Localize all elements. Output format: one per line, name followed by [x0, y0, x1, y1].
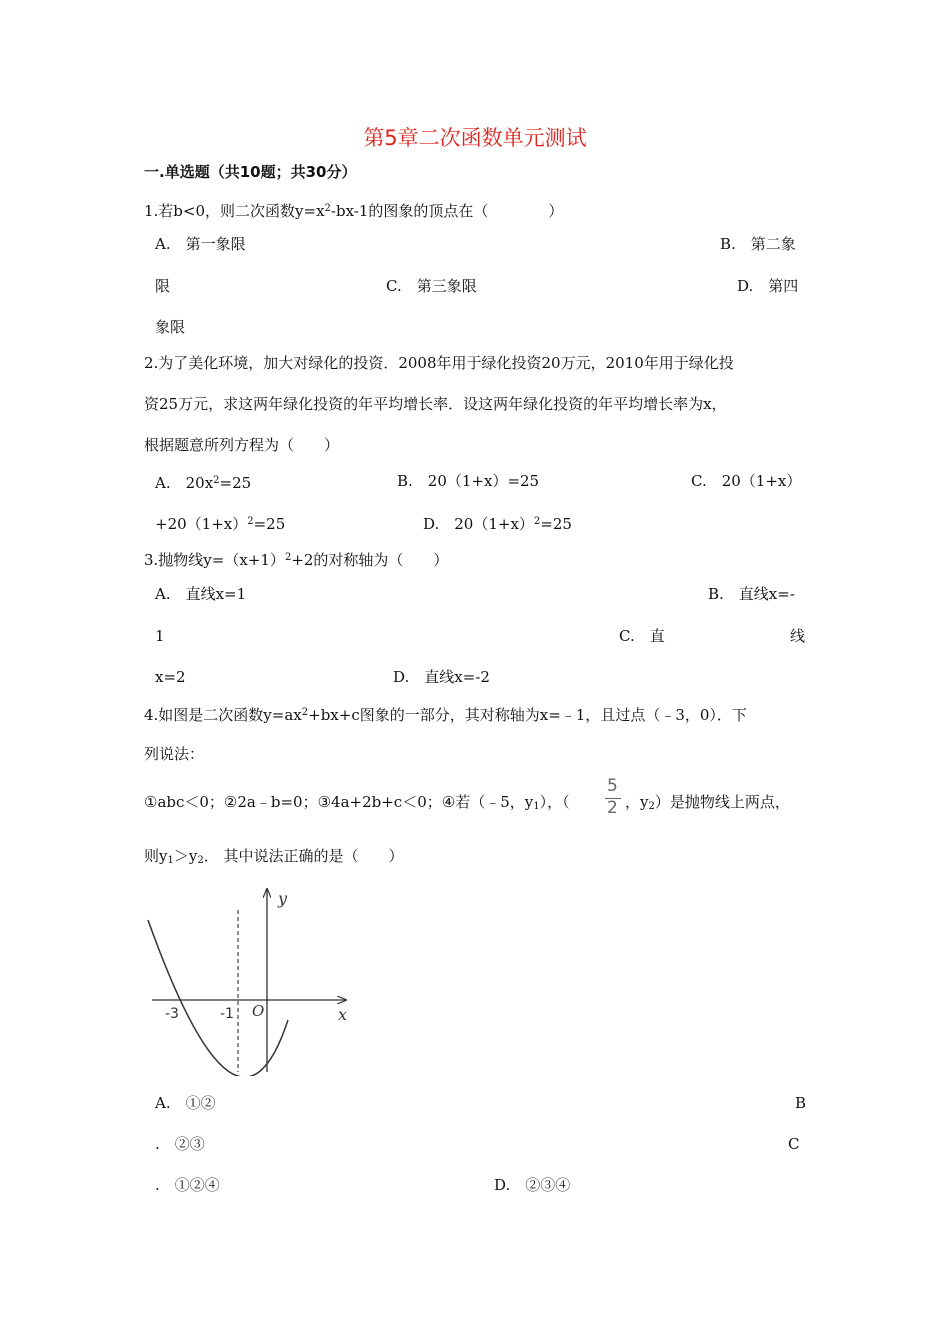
q3-stem [144, 548, 448, 570]
fraction-five-halves [603, 776, 623, 820]
q2-option-a-exponent: 2 [213, 475, 220, 486]
q1-option-d: D. 第四 [737, 277, 799, 295]
q2-stem-line-2: 资25万元，求这两年绿化投资的年平均增长率．设这两年绿化投资的年平均增长率为x， [144, 395, 727, 413]
q3-option-c: C. 直 [619, 627, 665, 645]
q1-option-a: A. 第一象限 [155, 235, 246, 253]
q3-stem-exponent: 2 [284, 552, 292, 563]
q4-stem-line-1-text: 4.如图是二次函数y=ax [144, 706, 302, 724]
page-title: 第5章二次函数单元测试 [363, 126, 587, 150]
q4-statements-text-3: ，y [625, 793, 649, 811]
q3-option-b-wrap: 1 [155, 627, 165, 645]
q1-option-b-wrap: 限 [155, 277, 171, 295]
q2-option-b: B. 20（1+x）=25 [397, 472, 540, 490]
q2-stem-line-3: 根据题意所列方程为（ ） [144, 436, 340, 454]
q2-option-d-tail: =25 [540, 515, 572, 533]
fraction-numerator: 5 [607, 776, 618, 796]
q2-stem-line-1: 2.为了美化环境，加大对绿化的投资．2008年用于绿化投资20万元，2010年用于绿化投 [144, 354, 734, 372]
section-heading: 一.单选题（共10题；共30分） [144, 163, 357, 181]
q1-stem-exponent: 2 [324, 203, 331, 214]
q4-stem-line-1-tail: +bx+c图象的一部分，其对称轴为x=﹣1，且过点（﹣3，0）．下 [308, 706, 747, 724]
q4-question-text: 则y [144, 847, 168, 865]
q4-question-y1-subscript: 1 [167, 855, 174, 866]
q4-stem-line-1 [144, 703, 747, 725]
q3-option-d: D. 直线x=-2 [393, 668, 490, 686]
q4-option-a: A. ①② [155, 1094, 216, 1112]
q2-option-d-text: D. 20（1+x） [423, 515, 534, 533]
q4-y2-subscript: 2 [648, 801, 655, 812]
q4-option-c: C [788, 1135, 800, 1153]
q4-stem-exponent: 2 [301, 707, 309, 718]
x-axis-label: x [338, 1005, 348, 1024]
q4-option-b-wrap: . ②③ [155, 1135, 205, 1153]
q2-option-d-exponent: 2 [533, 516, 541, 527]
q2-option-a-tail: =25 [219, 474, 252, 492]
q3-stem-tail: +2的对称轴为（ ） [291, 551, 449, 569]
q4-stem-question [144, 846, 404, 871]
q2-option-c-wrap [155, 512, 285, 534]
q2-option-a [155, 471, 251, 493]
q4-question-text-3: ． 其中说法正确的是（ ） [203, 847, 404, 865]
q4-question-text-2: ＞y [173, 847, 198, 865]
q1-stem-text-a: 1.若b<0，则二次函数y=x [144, 202, 325, 220]
q4-statements-text: ①abc＜0；②2a﹣b=0；③4a+2b+c＜0；④若（﹣5，y [144, 793, 534, 811]
q3-option-c-tail: 线 [790, 627, 806, 645]
q1-option-b: B. 第二象 [720, 235, 796, 253]
parabola-graph [140, 882, 360, 1076]
y-axis-label: y [278, 889, 288, 908]
q4-stem-line-2: 列说法： [144, 745, 205, 763]
q1-stem [144, 199, 563, 221]
q3-option-a: A. 直线x=1 [155, 585, 247, 603]
tick-label-neg3: -3 [165, 1006, 179, 1022]
q3-option-c-wrap: x=2 [155, 668, 186, 686]
q4-statements-part-1 [144, 792, 570, 817]
q4-statements-text-4: ）是抛物线上两点， [654, 793, 790, 811]
q1-option-d-wrap: 象限 [155, 318, 186, 336]
q2-option-d [423, 512, 572, 534]
q2-option-c-tail: =25 [253, 515, 286, 533]
q4-statements-text-2: ），（ [539, 793, 570, 811]
origin-label: O [252, 1002, 265, 1020]
q2-option-c-exponent: 2 [247, 516, 254, 527]
fraction-denominator: 2 [607, 798, 618, 818]
q3-option-b: B. 直线x=- [708, 585, 795, 603]
q2-option-c: C. 20（1+x） [691, 472, 802, 490]
q4-option-d: D. ②③④ [494, 1176, 571, 1194]
q1-stem-text-b: -bx-1的图象的顶点在（ ） [330, 202, 564, 220]
q1-option-c: C. 第三象限 [386, 277, 477, 295]
q4-statements-part-2 [625, 792, 790, 817]
q3-stem-text: 3.抛物线y=（x+1） [144, 551, 285, 569]
q4-option-b: B [795, 1094, 807, 1112]
tick-label-neg1: -1 [220, 1006, 234, 1022]
q4-y1-subscript: 1 [533, 801, 540, 812]
q4-option-c-wrap: . ①②④ [155, 1176, 220, 1194]
q2-option-a-text: A. 20x [155, 474, 214, 492]
q4-question-y2-subscript: 2 [197, 855, 204, 866]
q2-option-c-wrap-text: +20（1+x） [155, 515, 248, 533]
